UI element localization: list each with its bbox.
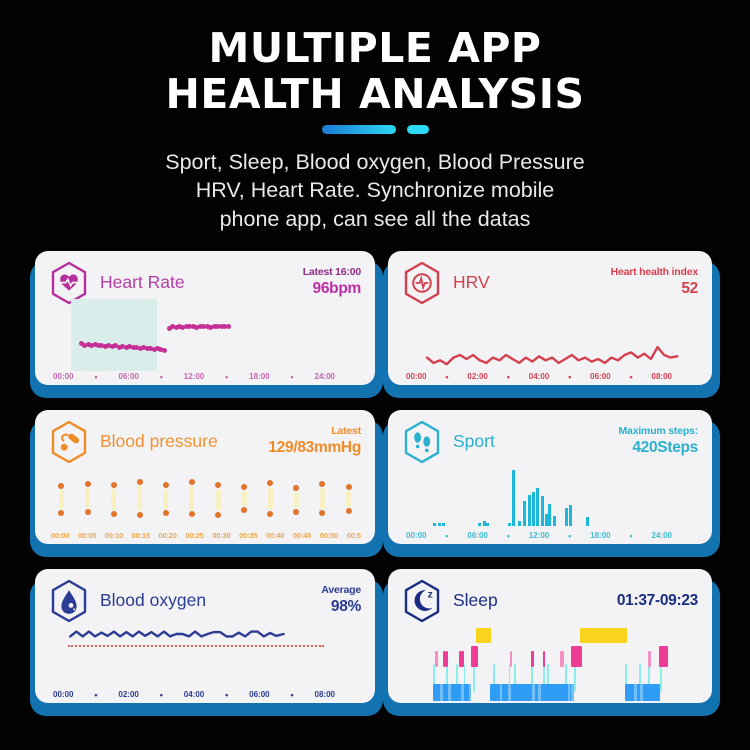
stat-value: 52 <box>681 280 698 298</box>
svg-text:z: z <box>427 588 433 600</box>
stat-value: 129/83mmHg <box>268 439 361 457</box>
card-title: Heart Rate <box>100 272 185 293</box>
subtitle-line: HRV, Heart Rate. Synchronize mobile <box>195 178 555 203</box>
card-title: Sleep <box>453 590 498 611</box>
card-heart-rate <box>35 251 375 385</box>
sport-x-axis: 00:00 • 06:00 • 12:00 • 18:00 • 24:00 <box>406 530 672 541</box>
moon-z-hexagon-icon <box>402 579 442 623</box>
underline-bar-long <box>322 125 396 134</box>
card-title: Blood pressure <box>100 431 218 452</box>
card-hrv <box>388 251 712 385</box>
blood-pressure-x-axis: 00:00 00:05 00:10 00:15 00:20 00:25 00:30 00:35 00:40 00:45 00:50 00:5 <box>51 530 361 540</box>
cards-grid <box>35 251 712 703</box>
blood-oxygen-x-axis: 00:00 • 02:00 • 04:00 • 06:00 • 08:00 <box>53 689 335 700</box>
stat-label: Maximum steps: <box>618 424 698 437</box>
card-title: HRV <box>453 272 490 293</box>
subtitle-line: Sport, Sleep, Blood oxygen, Blood Pressure <box>165 149 585 174</box>
blood-pressure-chart <box>49 466 361 526</box>
card-title: Blood oxygen <box>100 590 207 611</box>
stat-value: 420Steps <box>632 439 698 457</box>
heart-rate-x-axis: 00:00 • 06:00 • 12:00 • 18:00 • 24:00 <box>53 371 335 382</box>
stat-value: 96bpm <box>312 280 361 298</box>
sport-chart <box>402 466 698 526</box>
page-title-line1: MULTIPLE APP <box>208 24 542 72</box>
subtitle-line: phone app, can see all the datas <box>219 207 531 231</box>
card-sleep <box>388 569 712 703</box>
stat-label: Latest <box>331 424 361 437</box>
card-title: Sport <box>453 431 495 452</box>
ecg-pulse-hexagon-icon <box>402 261 442 305</box>
stat-label: Heart health index <box>610 265 698 278</box>
card-sport <box>388 410 712 544</box>
stat-label: Average <box>321 583 361 596</box>
card-blood-oxygen <box>35 569 375 703</box>
oxygen-drop-hexagon-icon <box>49 579 89 623</box>
sleep-hypnogram-chart <box>402 625 698 703</box>
hrv-chart <box>402 307 698 367</box>
hrv-x-axis: 00:00 • 02:00 • 04:00 • 06:00 • 08:00 <box>406 371 672 382</box>
page-subtitle <box>0 148 750 234</box>
blood-oxygen-chart <box>49 625 361 685</box>
footsteps-hexagon-icon <box>402 420 442 464</box>
card-blood-pressure <box>35 410 375 544</box>
blood-pressure-hexagon-icon <box>49 420 89 464</box>
stat-label: Latest 16:00 <box>302 265 361 278</box>
title-underline <box>0 125 750 135</box>
heart-rate-chart <box>49 307 361 367</box>
stat-value: 98% <box>330 598 361 616</box>
underline-bar-short <box>407 125 429 134</box>
stat-value: 01:37-09:23 <box>616 591 698 609</box>
page-title <box>0 26 750 118</box>
header-section <box>0 0 750 234</box>
page-title-line2: HEALTH ANALYSIS <box>165 69 585 118</box>
